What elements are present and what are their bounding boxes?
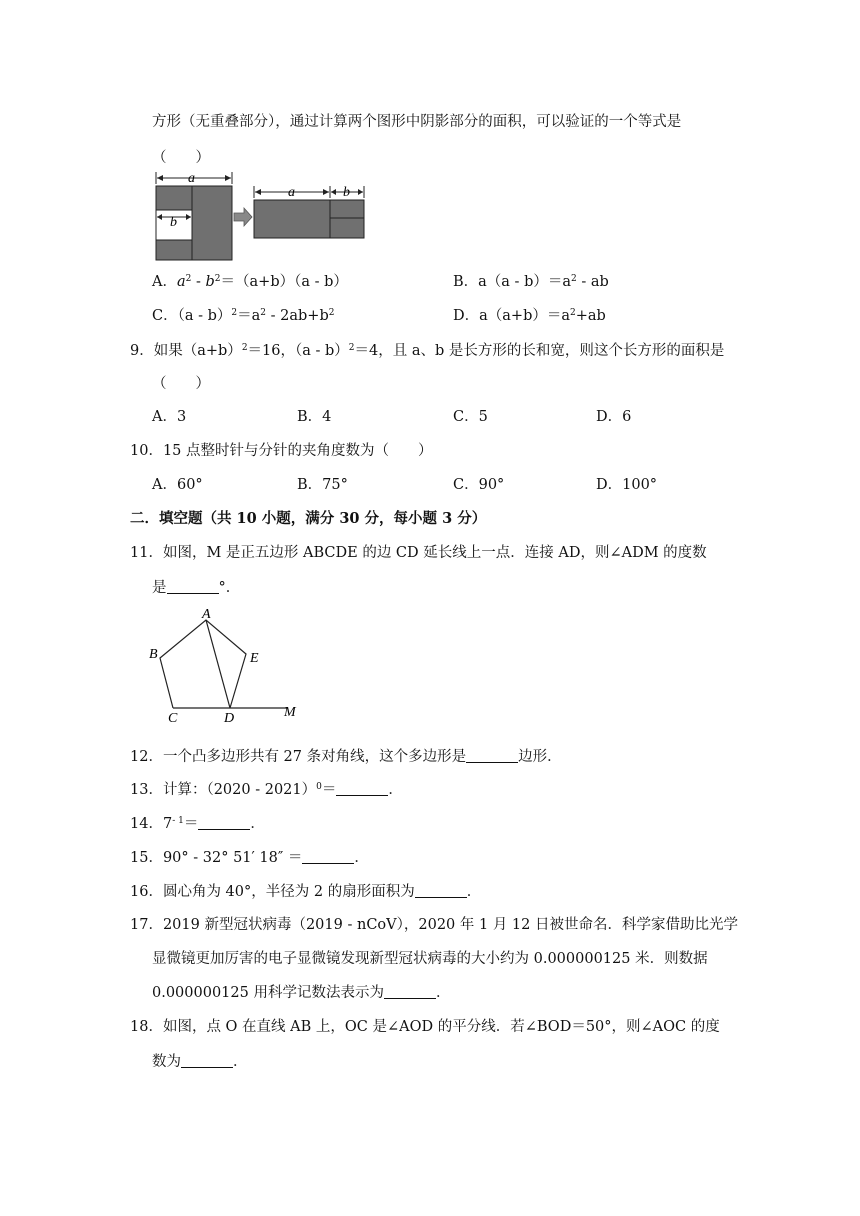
q18-text-line2: 数为 ． bbox=[152, 1054, 248, 1070]
q17-answer-blank[interactable] bbox=[384, 985, 436, 999]
q9-option-b: B．4 bbox=[297, 409, 332, 425]
q17-text-line1: 17．2019 新型冠状病毒（2019 - nCoV），2020 年 1 月 12 日被世命名．科学家借助比光学 bbox=[130, 917, 738, 933]
q8-label-a1: a bbox=[188, 171, 195, 186]
q16-text: 16．圆心角为 40°，半径为 2 的扇形面积为 ． bbox=[130, 884, 482, 900]
q13-answer-blank[interactable] bbox=[336, 782, 388, 796]
q8-option-b: B．$a(a - b)=a^2$ - ab bbox=[453, 274, 609, 290]
q8-option-a: A．$a^2 - b^2=(a+b)(a - b)$ bbox=[152, 274, 348, 290]
q14-answer-blank[interactable] bbox=[198, 816, 250, 830]
q15-answer-blank[interactable] bbox=[302, 850, 354, 864]
q8-answer-paren: （ ） bbox=[152, 150, 210, 166]
q11-text-line2: 是 °． bbox=[152, 580, 241, 596]
q8-right-rectangle bbox=[254, 200, 364, 238]
q16-answer-blank[interactable] bbox=[415, 884, 467, 898]
q11-label-b: B bbox=[149, 647, 158, 662]
q10-option-a: A．60° bbox=[152, 477, 203, 493]
q10-option-c: C．90° bbox=[453, 477, 505, 493]
q11-pentagon-figure bbox=[148, 602, 304, 724]
q11-text-line1: 11．如图，M 是正五边形 ABCDE 的边 CD 延长线上一点．连接 AD，则∠ADM 的度数 bbox=[130, 545, 707, 561]
q9-text: 9．如果$(a+b)^2=16$，（a - b）$^2$＝4，且 a、b 是长方形的长和宽，则这个长方形的面积是 bbox=[130, 343, 725, 359]
q18-answer-blank[interactable] bbox=[181, 1054, 233, 1068]
q10-option-d: D．100° bbox=[596, 477, 658, 493]
q8-figure bbox=[150, 170, 370, 262]
q11-label-a: A bbox=[202, 607, 211, 622]
q8-option-c: C．$(a - b)^2=a^2 - 2ab+b^2$ bbox=[152, 308, 335, 324]
q8-text-line1: 方形（无重叠部分），通过计算两个图形中阴影部分的面积，可以验证的一个等式是 bbox=[152, 114, 682, 130]
q17-text-line2: 显微镜更加厉害的电子显微镜发现新型冠状病毒的大小约为 0.000000125 米．则数据 bbox=[152, 951, 708, 967]
q9-option-a: A．3 bbox=[152, 409, 187, 425]
q13-text: 13．计算：（2020 - 2021）$^0$＝ ． bbox=[130, 782, 403, 798]
q11-answer-blank[interactable] bbox=[167, 580, 219, 594]
q9-option-d: D．6 bbox=[596, 409, 632, 425]
q11-label-c: C bbox=[168, 711, 178, 724]
q8-option-d: D．$a(a+b)=a^2+ab$ bbox=[453, 308, 606, 324]
q9-option-c: C．5 bbox=[453, 409, 488, 425]
q12-text: 12．一个凸多边形共有 27 条对角线，这个多边形是 边形． bbox=[130, 749, 562, 765]
q11-label-m: M bbox=[284, 705, 296, 720]
q15-text: 15．90° - 32° 51′ 18″ ＝ ． bbox=[130, 850, 369, 866]
q14-text: 14．$7^{- 1}=$ ． bbox=[130, 816, 265, 832]
q18-text-line1: 18．如图，点 O 在直线 AB 上，OC 是∠AOD 的平分线．若∠BOD＝50°，则∠AOC 的度 bbox=[130, 1019, 720, 1035]
section-heading-fill-in: 二．填空题（共 10 小题，满分 30 分，每小题 3 分） bbox=[130, 510, 487, 527]
q12-answer-blank[interactable] bbox=[466, 749, 518, 763]
q8-label-b2: b bbox=[343, 185, 350, 200]
q8-label-a2: a bbox=[288, 185, 295, 200]
q17-text-line3: 0.000000125 用科学记数法表示为 ． bbox=[152, 985, 451, 1001]
q11-label-e: E bbox=[250, 651, 259, 666]
q8-label-b1: b bbox=[170, 215, 177, 230]
q10-text: 10．15 点整时针与分针的夹角度数为（ ） bbox=[130, 443, 433, 459]
q11-label-d: D bbox=[224, 711, 235, 724]
q10-option-b: B．75° bbox=[297, 477, 348, 493]
q9-answer-paren: （ ） bbox=[152, 376, 210, 392]
